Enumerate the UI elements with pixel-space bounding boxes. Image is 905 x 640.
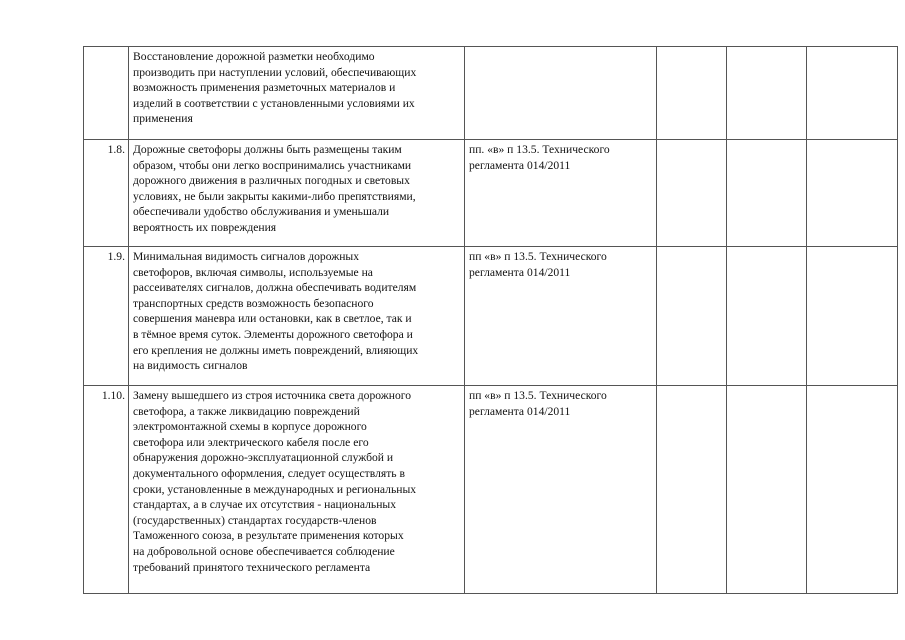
requirement-text: Дорожные светофоры должны быть размещены таким образом, чтобы они легко воспринимались участниками дорожного движения в различных погодных и световых условиях, не были закрыты какими-либо препятствиями, обеспечивали удобство обслуживания и уменьшали вероятность их повреждения [133, 143, 416, 234]
row-number: 1.10. [101, 389, 125, 402]
row-number-cell [84, 247, 129, 386]
row-number-cell [84, 47, 129, 140]
table-row [84, 47, 898, 140]
requirement-text-cell [129, 140, 465, 247]
reference-cell [465, 47, 657, 140]
requirement-text-cell [129, 247, 465, 386]
reference-cell [465, 247, 657, 386]
requirement-text: Замену вышедшего из строя источника света дорожного светофора, а также ликвидацию повреждений электромонтажной схемы в корпусе дорожного светофора или электрического кабеля после его обнаружения дорожно-эксплуатационной службой и документального оформления, следует осуществлять в сроки, установленные в международных и региональных стандартах, а в случае их отсутствия - национальных (государственных) стандартах государств-членов Таможенного союза, в результате применения которых на добровольной основе обеспечивается соблюдение требований принятого технического регламента [133, 389, 417, 574]
empty-cell [657, 140, 727, 247]
empty-cell [727, 247, 807, 386]
empty-cell [727, 386, 807, 594]
row-number: 1.8. [107, 143, 125, 156]
reference-text: пп «в» п 13.5. Технического регламента 014/2011 [469, 250, 607, 279]
empty-cell [807, 247, 898, 386]
requirements-table [83, 46, 898, 594]
requirement-text-cell [129, 47, 465, 140]
row-number: 1.9. [107, 250, 125, 263]
empty-cell [657, 247, 727, 386]
requirement-text: Восстановление дорожной разметки необходимо производить при наступлении условий, обеспечивающих возможность применения разметочных материалов и изделий в соответствии с установленными условиями их применения [133, 50, 417, 126]
row-number-cell [84, 140, 129, 247]
empty-cell [807, 47, 898, 140]
empty-cell [657, 47, 727, 140]
table-row [84, 140, 898, 247]
reference-cell [465, 140, 657, 247]
reference-text: пп «в» п 13.5. Технического регламента 014/2011 [469, 389, 607, 418]
empty-cell [727, 140, 807, 247]
table-row [84, 247, 898, 386]
empty-cell [807, 386, 898, 594]
reference-cell [465, 386, 657, 594]
requirement-text: Минимальная видимость сигналов дорожных светофоров, включая символы, используемые на рассеивателях сигналов, должна обеспечивать водителям транспортных средств возможность безопасного совершения маневра или остановки, как в светлое, так и в тёмное время суток. Элементы дорожного светофора и его крепления не должны иметь повреждений, влияющих на видимость сигналов [133, 250, 419, 373]
table-row [84, 386, 898, 594]
empty-cell [657, 386, 727, 594]
empty-cell [807, 140, 898, 247]
requirement-text-cell [129, 386, 465, 594]
empty-cell [727, 47, 807, 140]
row-number-cell [84, 386, 129, 594]
reference-text: пп. «в» п 13.5. Технического регламента 014/2011 [469, 143, 610, 172]
